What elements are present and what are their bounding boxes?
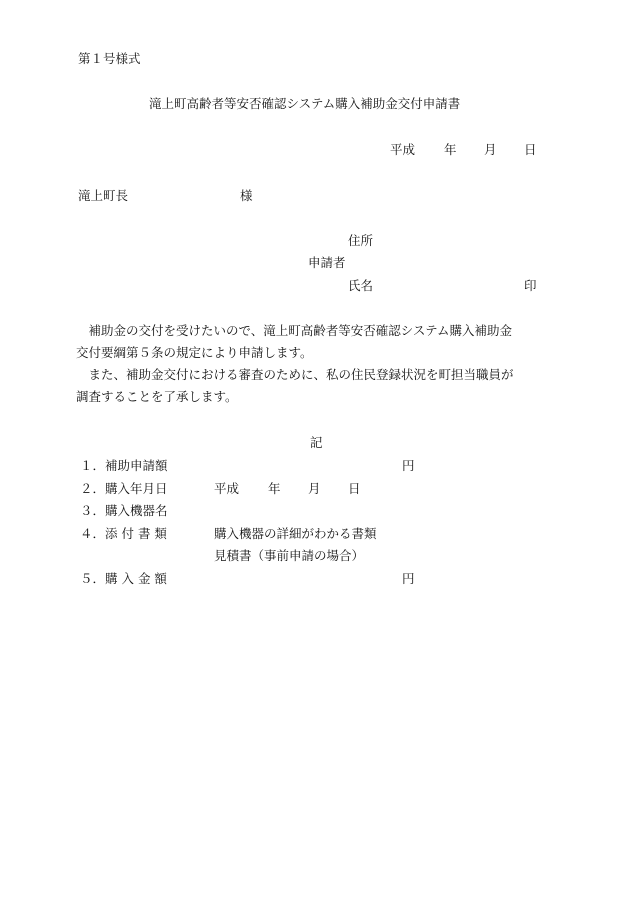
body-text (76, 320, 560, 408)
date-era: 平成 (390, 142, 416, 157)
date-year-label: 年 (444, 142, 457, 157)
applicant-name-label: 氏名 (348, 278, 374, 293)
body-line-3: また、補助金交付における審査のために、私の住民登録状況を町担当職員が (88, 367, 514, 382)
item-2-era: 平成 (214, 481, 240, 496)
item-2-year-label: 年 (268, 481, 281, 496)
body-line-4: 調査することを了承します。 (76, 389, 238, 404)
addressee-honorific: 様 (240, 188, 253, 203)
applicant-role-label: 申請者 (308, 255, 346, 270)
record-heading: 記 (310, 435, 323, 450)
date-day-label: 日 (524, 142, 537, 157)
item-5-label: ５．購 入 金 額 (80, 571, 167, 586)
item-4-label: ４．添 付 書 類 (80, 526, 167, 541)
item-1-unit: 円 (402, 458, 415, 473)
date-month-label: 月 (484, 142, 497, 157)
item-2-label: ２．購入年月日 (80, 481, 168, 496)
body-line-1: 補助金の交付を受けたいので、滝上町高齢者等安否確認システム購入補助金 (88, 323, 513, 338)
item-2-day-label: 日 (348, 481, 361, 496)
item-5-unit: 円 (402, 571, 415, 586)
item-4-attachment-2: 見積書（事前申請の場合） (214, 548, 365, 563)
seal-label: 印 (524, 278, 537, 293)
form-title: 滝上町高齢者等安否確認システム購入補助金交付申請書 (149, 96, 461, 111)
body-line-2: 交付要綱第５条の規定により申請します。 (76, 345, 313, 360)
addressee-name: 滝上町長 (78, 188, 129, 203)
item-1-label: １．補助申請額 (80, 458, 168, 473)
applicant-address-label: 住所 (348, 233, 374, 248)
item-4-attachment-1: 購入機器の詳細がわかる書類 (214, 526, 377, 541)
form-number: 第１号様式 (78, 51, 141, 66)
item-2-month-label: 月 (308, 481, 321, 496)
item-3-label: ３．購入機器名 (80, 503, 168, 518)
